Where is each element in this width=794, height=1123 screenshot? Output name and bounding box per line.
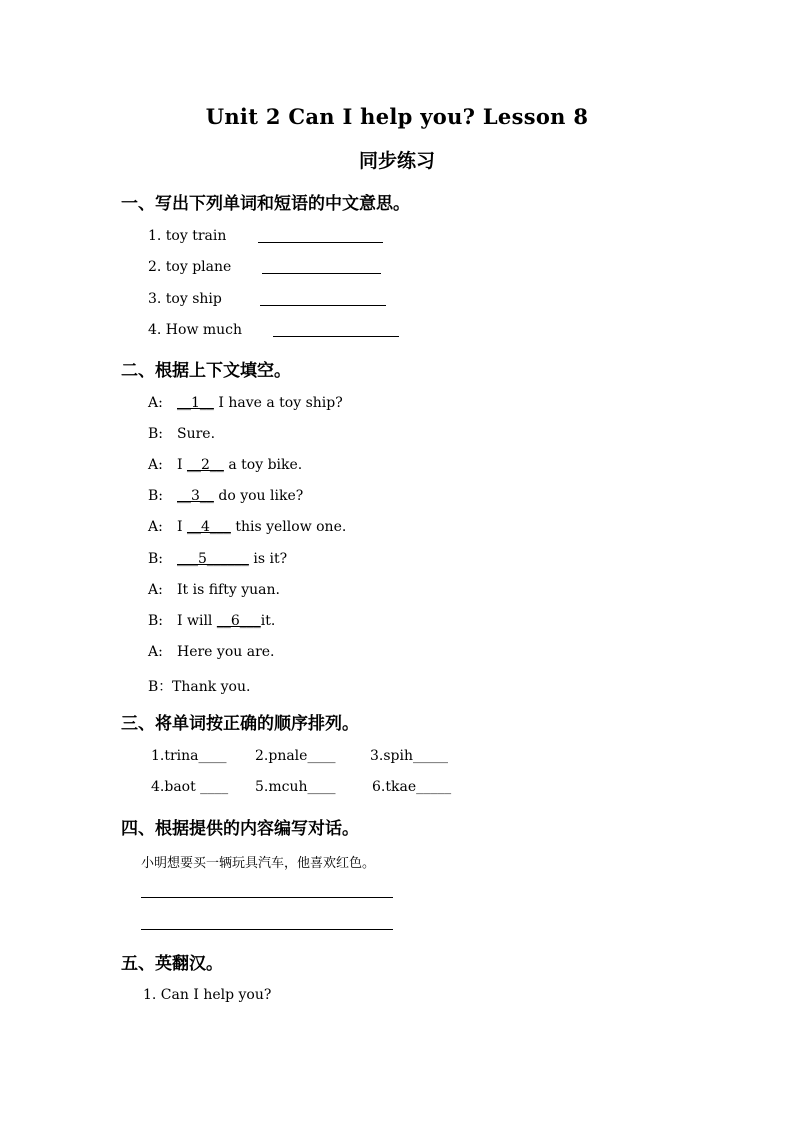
- dialog-line: [148, 488, 303, 504]
- dialog-line: [148, 457, 302, 473]
- fill-blank[interactable]: __2__: [186, 457, 224, 473]
- writing-line[interactable]: [141, 929, 393, 930]
- speaker: B:: [148, 613, 164, 629]
- dialog-line: [148, 613, 275, 629]
- scrambled-word: 5.mcuh____: [255, 779, 336, 795]
- fill-blank[interactable]: ___5______: [177, 551, 249, 567]
- dialog-line: [148, 644, 275, 660]
- page-subtitle: 同步练习: [358, 150, 435, 172]
- dialog-pre: I: [177, 519, 187, 535]
- speaker: A:: [148, 519, 163, 535]
- dialog-pre: Here you are.: [177, 644, 275, 660]
- section-3-heading: 三、将单词按正确的顺序排列。: [121, 714, 359, 734]
- speaker: B:: [148, 488, 164, 504]
- dialog-pre: I: [177, 457, 187, 473]
- dialog-line: [148, 519, 346, 535]
- dialog-post: a toy bike.: [223, 457, 303, 473]
- section-2-heading: 二、根据上下文填空。: [121, 361, 291, 381]
- section-5-heading: 五、英翻汉。: [121, 954, 223, 974]
- fill-blank[interactable]: __1__: [177, 395, 214, 411]
- section-1-heading: 一、写出下列单词和短语的中文意思。: [121, 194, 410, 214]
- scrambled-word: 2.pnale____: [255, 748, 336, 764]
- scrambled-word: 3.spih_____: [370, 748, 448, 764]
- dialog-post: do you like?: [213, 488, 304, 504]
- dialog-post: is it?: [248, 551, 288, 567]
- list-item: 3. toy ship: [148, 291, 222, 307]
- scrambled-word: 1.trina____: [151, 748, 227, 764]
- dialog-post: this yellow one.: [230, 519, 347, 535]
- speaker: A:: [148, 457, 163, 473]
- list-item: 1. Can I help you?: [143, 987, 272, 1003]
- dialog-line: [148, 676, 250, 696]
- speaker: A:: [148, 395, 163, 411]
- speaker: A:: [148, 644, 163, 660]
- fill-blank[interactable]: __3__: [177, 488, 214, 504]
- answer-line[interactable]: [258, 242, 383, 243]
- dialog-post: it.: [260, 613, 276, 629]
- section-4-heading: 四、根据提供的内容编写对话。: [121, 819, 359, 839]
- dialog-line: [148, 582, 280, 598]
- list-item: 1. toy train: [148, 228, 227, 244]
- answer-line[interactable]: [262, 273, 381, 274]
- dialog-pre: It is fifty yuan.: [177, 582, 280, 598]
- writing-line[interactable]: [141, 897, 393, 898]
- dialog-line: [148, 551, 287, 567]
- writing-prompt: 小明想要买一辆玩具汽车，他喜欢红色。: [141, 856, 376, 871]
- page-title: Unit 2 Can I help you? Lesson 8: [205, 104, 589, 129]
- dialog-line: [148, 426, 215, 442]
- speaker: B:: [148, 551, 164, 567]
- dialog-pre: Thank you.: [172, 679, 251, 695]
- answer-line[interactable]: [273, 336, 399, 337]
- speaker: B：: [148, 679, 173, 695]
- scrambled-word: 4.baot ____: [151, 779, 229, 795]
- fill-blank[interactable]: __4___: [186, 519, 231, 535]
- fill-blank[interactable]: __6___: [216, 613, 261, 629]
- list-item: 2. toy plane: [148, 259, 232, 275]
- dialog-pre: I will: [177, 613, 217, 629]
- dialog-post: I have a toy ship?: [213, 395, 343, 411]
- dialog-line: [148, 395, 343, 411]
- answer-line[interactable]: [260, 305, 386, 306]
- speaker: B:: [148, 426, 164, 442]
- dialog-pre: Sure.: [177, 426, 216, 442]
- list-item: 4. How much: [148, 322, 243, 338]
- scrambled-word: 6.tkae_____: [372, 779, 452, 795]
- speaker: A:: [148, 582, 163, 598]
